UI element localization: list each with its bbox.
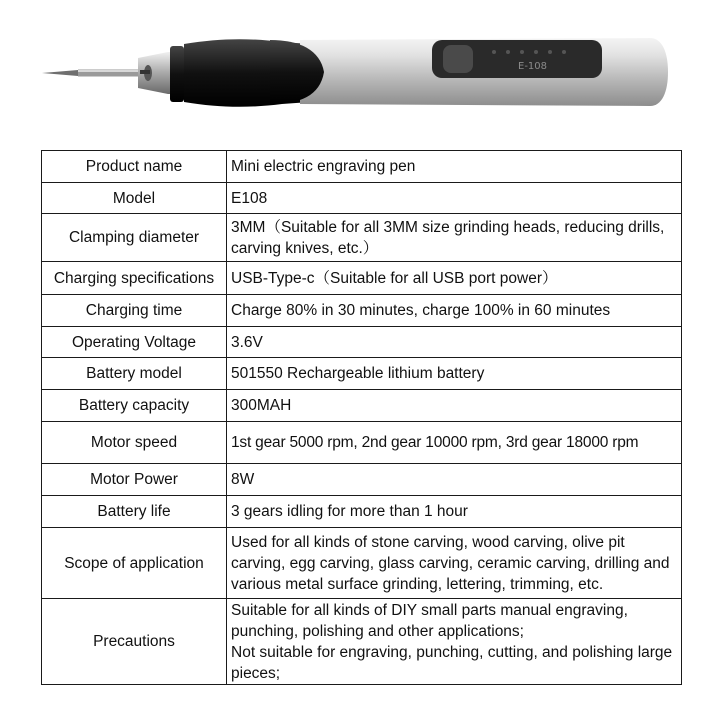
spec-value: Charge 80% in 30 minutes, charge 100% in 60 minutes: [227, 295, 682, 327]
spec-value: 8W: [227, 464, 682, 496]
spec-value: 3.6V: [227, 327, 682, 358]
table-row: [42, 214, 682, 262]
table-row: [42, 422, 682, 464]
collar: [170, 46, 184, 102]
spec-value: E108: [227, 183, 682, 214]
spec-label: Battery capacity: [42, 390, 227, 422]
table-row: [42, 464, 682, 496]
spec-label: Motor Power: [42, 464, 227, 496]
spec-value: Suitable for all kinds of DIY small parts manual engraving, punching, polishing and other applications; Not suitable for engraving, punching, cutting, and polishing large pieces;: [227, 599, 682, 685]
spec-value: 3 gears idling for more than 1 hour: [227, 496, 682, 528]
table-row: [42, 295, 682, 327]
spec-value: 3MM（Suitable for all 3MM size grinding heads, reducing drills, carving knives, etc.）: [227, 214, 682, 262]
spec-label: Motor speed: [42, 422, 227, 464]
spec-value: 501550 Rechargeable lithium battery: [227, 358, 682, 390]
spec-label: Precautions: [42, 599, 227, 685]
engraving-pen-image: [0, 0, 720, 145]
spec-label: Battery model: [42, 358, 227, 390]
table-row: [42, 528, 682, 599]
spec-table: [41, 150, 682, 685]
spec-value: Used for all kinds of stone carving, wood carving, olive pit carving, egg carving, glass carving, ceramic carving, drilling and various metal surface grinding, lettering, trimming, etc.: [227, 528, 682, 599]
table-row: [42, 327, 682, 358]
spec-value: 1st gear 5000 rpm, 2nd gear 10000 rpm, 3rd gear 18000 rpm: [227, 422, 682, 464]
table-row: [42, 599, 682, 685]
spec-label: Model: [42, 183, 227, 214]
spec-label: Clamping diameter: [42, 214, 227, 262]
table-row: [42, 151, 682, 183]
table-row: [42, 496, 682, 528]
spec-value: 300MAH: [227, 390, 682, 422]
spec-label: Charging specifications: [42, 262, 227, 295]
spec-label: Charging time: [42, 295, 227, 327]
table-row: [42, 183, 682, 214]
model-marking: E-108: [518, 61, 548, 72]
spec-label: Battery life: [42, 496, 227, 528]
spec-label: Product name: [42, 151, 227, 183]
table-row: [42, 262, 682, 295]
spec-label: Scope of application: [42, 528, 227, 599]
spec-value: USB-Type-c（Suitable for all USB port power）: [227, 262, 682, 295]
spec-value: Mini electric engraving pen: [227, 151, 682, 183]
table-row: [42, 390, 682, 422]
spec-label: Operating Voltage: [42, 327, 227, 358]
grinding-bit: [42, 70, 140, 77]
table-row: [42, 358, 682, 390]
